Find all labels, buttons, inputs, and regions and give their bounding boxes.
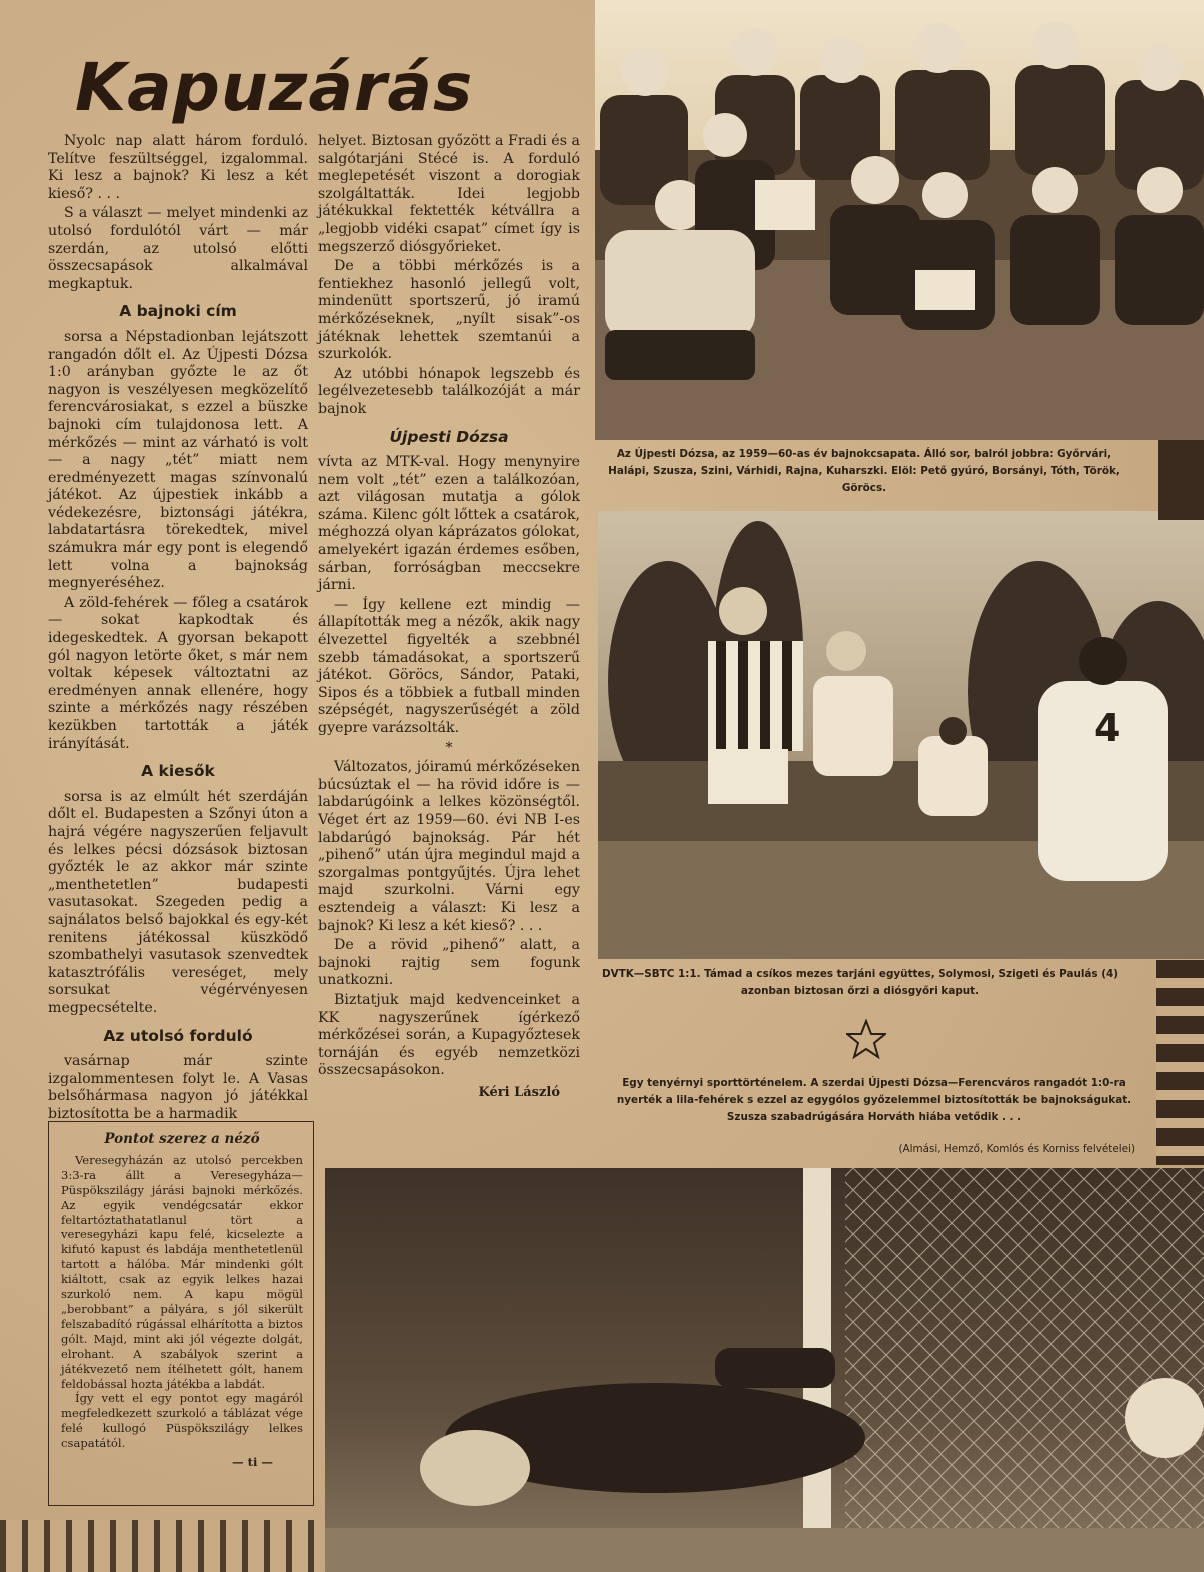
box-signature: — ti — bbox=[231, 1455, 273, 1470]
paragraph: Az utóbbi hónapok legszebb és legélvezetesebb találkozóját a már bajnok bbox=[318, 365, 580, 417]
svg-text:4: 4 bbox=[1094, 706, 1121, 750]
paragraph: vasárnap már szinte izgalommentesen folyt le. A Vasas belsőhármasa nagyon jó játékkal biztosította be a harmadik bbox=[48, 1053, 308, 1122]
paragraph: De a rövid „pihenő” alatt, a bajnoki rajtig sem fogunk unatkozni. bbox=[318, 937, 580, 989]
team-photo bbox=[595, 0, 1204, 440]
paragraph: vívta az MTK-val. Hogy menynyire nem volt „tét” ezen a találkozóan, azt világosan mutatja a gólok száma. Kilenc gólt lőttek a csatárok, méghozzá olyan káprázatos gólokat, amelyekért igazán érdemes esőben, sárban, forróságban meccsekre járni. bbox=[318, 454, 580, 594]
goal-photo-caption: Egy tenyérnyi sporttörténelem. A szerdai Újpesti Dózsa—Ferencváros rangadót 1:0-ra nyerték a lila-fehérek s ezzel az egygólos győzelemmel biztosították be bajnokságukat. Szusza szabadrúgására Horváth hiába vetődik . . . bbox=[616, 1077, 1132, 1123]
subheading: Az utolsó forduló bbox=[103, 1026, 253, 1045]
subheading: A bajnoki cím bbox=[119, 302, 237, 321]
box-paragraph: Így vett el egy pontot egy magáról megfeledkezett szurkoló a táblázat vége felé kullogó Püspökszilágy lelkes csapatától. bbox=[61, 1391, 303, 1451]
margin-decoration bbox=[1158, 440, 1204, 520]
section-separator: * bbox=[445, 739, 453, 756]
paragraph: De a többi mérkőzés is a fentiekhez hasonló jellegű volt, mindenütt sportszerű, jó iramú mérkőzéseknek, „nyílt sisak”-os játéknak lehettek szemtanúi a szurkolók. bbox=[318, 258, 580, 363]
photo-credit: (Almási, Hemző, Komlós és Korniss felvételei) bbox=[898, 1143, 1135, 1155]
paragraph: Nyolc nap alatt három forduló. Telítve feszültséggel, izgalommal. Ki lesz a bajnok? Ki lesz a két kieső? . . . bbox=[48, 133, 308, 202]
subheading: A kiesők bbox=[141, 762, 215, 781]
match-action-caption: DVTK—SBTC 1:1. Támad a csíkos mezes tarjáni együttes, Solymosi, Szigeti és Paulás (4) azonban biztosan őrzi a diósgyőri kaput. bbox=[602, 968, 1118, 997]
article-column-1 bbox=[48, 133, 308, 1125]
article-column-2 bbox=[318, 133, 580, 1101]
paragraph: S a választ — melyet mindenki az utolsó fordulótól várt — már szerdán, az utolsó előtti összecsapások alkalmával megkaptuk. bbox=[48, 205, 308, 292]
paragraph: Változatos, jóiramú mérkőzéseken búcsúztak el — ha rövid időre is — labdarúgóink a lelkes közönségtől. Véget ért az 1959—60. évi NB I-es labdarúgó bajnokság. Pár hét „pihenő” után újra megindul majd a szorgalmas pontgyűjtés. Újra lehet majd szurkolni. Várni egy esztendeig a választ: Ki lesz a bajnok? Ki lesz a két kieső? . . . bbox=[318, 759, 580, 934]
subheading: Újpesti Dózsa bbox=[389, 427, 509, 446]
paragraph: sorsa is az elmúlt hét szerdáján dőlt el. Budapesten a Szőnyi úton a hajrá végére nagyszerűen feljavult és lelkes pécsi dózsások biztosan győzték le az akkor már szinte „menthetetlen” budapesti vasutasokat. Szegeden pedig a sajnálatos belső bajokkal és egy-két renitens játékossal küszködő szombathelyi vasutasok szenvedtek katasztrófális vereséget, mely sorsukat végérvényesen megpecsételte. bbox=[48, 788, 308, 1016]
margin-decoration bbox=[0, 1520, 320, 1572]
match-action-photo bbox=[598, 511, 1204, 959]
goalkeeper-photo bbox=[325, 1168, 1204, 1572]
paragraph: helyet. Biztosan győzött a Fradi és a salgótarjáni Stécé is. A forduló meglepetését viszont a dorogiak szolgáltatták. Idei legjobb játékukkal fektették kétvállra a „legjobb vidéki csapat” címet így is megszerző diósgyőrieket. bbox=[318, 133, 580, 255]
article-title: Kapuzárás bbox=[75, 49, 474, 126]
box-paragraph: Veresegyházán az utolsó percekben 3:3-ra állt a Veresegyháza—Püspökszilágy járási bajnoki mérkőzés. Az egyik vendégcsatár ekkor feltartóztathatatlanul tört a veresegyházi kapu felé, kicselezte a kifutó kapust és labdája menthetetlenül tartott a hálóba. Már mindenki gólt kiáltott, csak az egyik lelkes hazai szurkoló nem. A kapu mögül „berobbant” a pályára, s jól sikerült felszabadító rúgással elhárította a biztos gólt. Majd, mint aki jól végezte dolgát, elrohant. A szabályok szerint a játékvezető nem ítélhetett gólt, hanem feldobással hozta játékba a labdát. bbox=[61, 1152, 303, 1391]
star-outline-icon bbox=[846, 1019, 886, 1063]
box-title: Pontot szerez a néző bbox=[104, 1131, 260, 1147]
paragraph: Biztatjuk majd kedvenceinket a KK nagyszerűnek ígérkező mérkőzései során, a Kupagyőztesek tornáján és egyéb nemzetközi összecsapásokon. bbox=[318, 991, 580, 1079]
paragraph: sorsa a Népstadionban lejátszott rangadón dőlt el. Az Újpesti Dózsa 1:0 arányban győzte le az őt nagyon is veszélyesen megközelítő ferencvárosiakat, s ezzel a büszke bajnoki cím tulajdonosa lett. A mérkőzés — mint az várható is volt — a nagy „tét” miatt nem eredményezett magas színvonalú játékot. Az újpestiek inkább a védekezésre, biztonsági játékra, labdatartásra törekedtek, mivel számukra már egy pont is elegendő lett volna a bajnokság megnyeréséhez. bbox=[48, 328, 308, 592]
team-photo-caption: Az Újpesti Dózsa, az 1959—60-as év bajnokcsapata. Álló sor, balról jobbra: Győrvári, Halápi, Szusza, Szini, Várhidi, Rajna, Kuharszki. Elöl: Pető gyúró, Borsányi, Tóth, Török, Göröcs. bbox=[608, 448, 1120, 494]
author-signature: Kéri László bbox=[478, 1084, 560, 1100]
paragraph: — Így kellene ezt mindig — állapították meg a nézők, akik nagy élvezettel figyelték a szebbnél szebb támadásokat, a sportszerű játékot. Göröcs, Sándor, Pataki, Sipos és a többiek a futball minden szépségét, nagyszerűségét a zöld gyepre varázsolták. bbox=[318, 596, 580, 736]
sidebar-story-box bbox=[48, 1121, 314, 1506]
margin-decoration bbox=[1156, 960, 1204, 1165]
paragraph: A zöld-fehérek — főleg a csatárok — sokat kapkodtak és idegeskedtek. A gyorsan bekapott gól nagyon letörte őket, s már nem voltak képesek változtatni az eredményen annak ellenére, hogy szinte a mérkőzés nagy részében kezükben tartották a játék irányítását. bbox=[48, 594, 308, 752]
